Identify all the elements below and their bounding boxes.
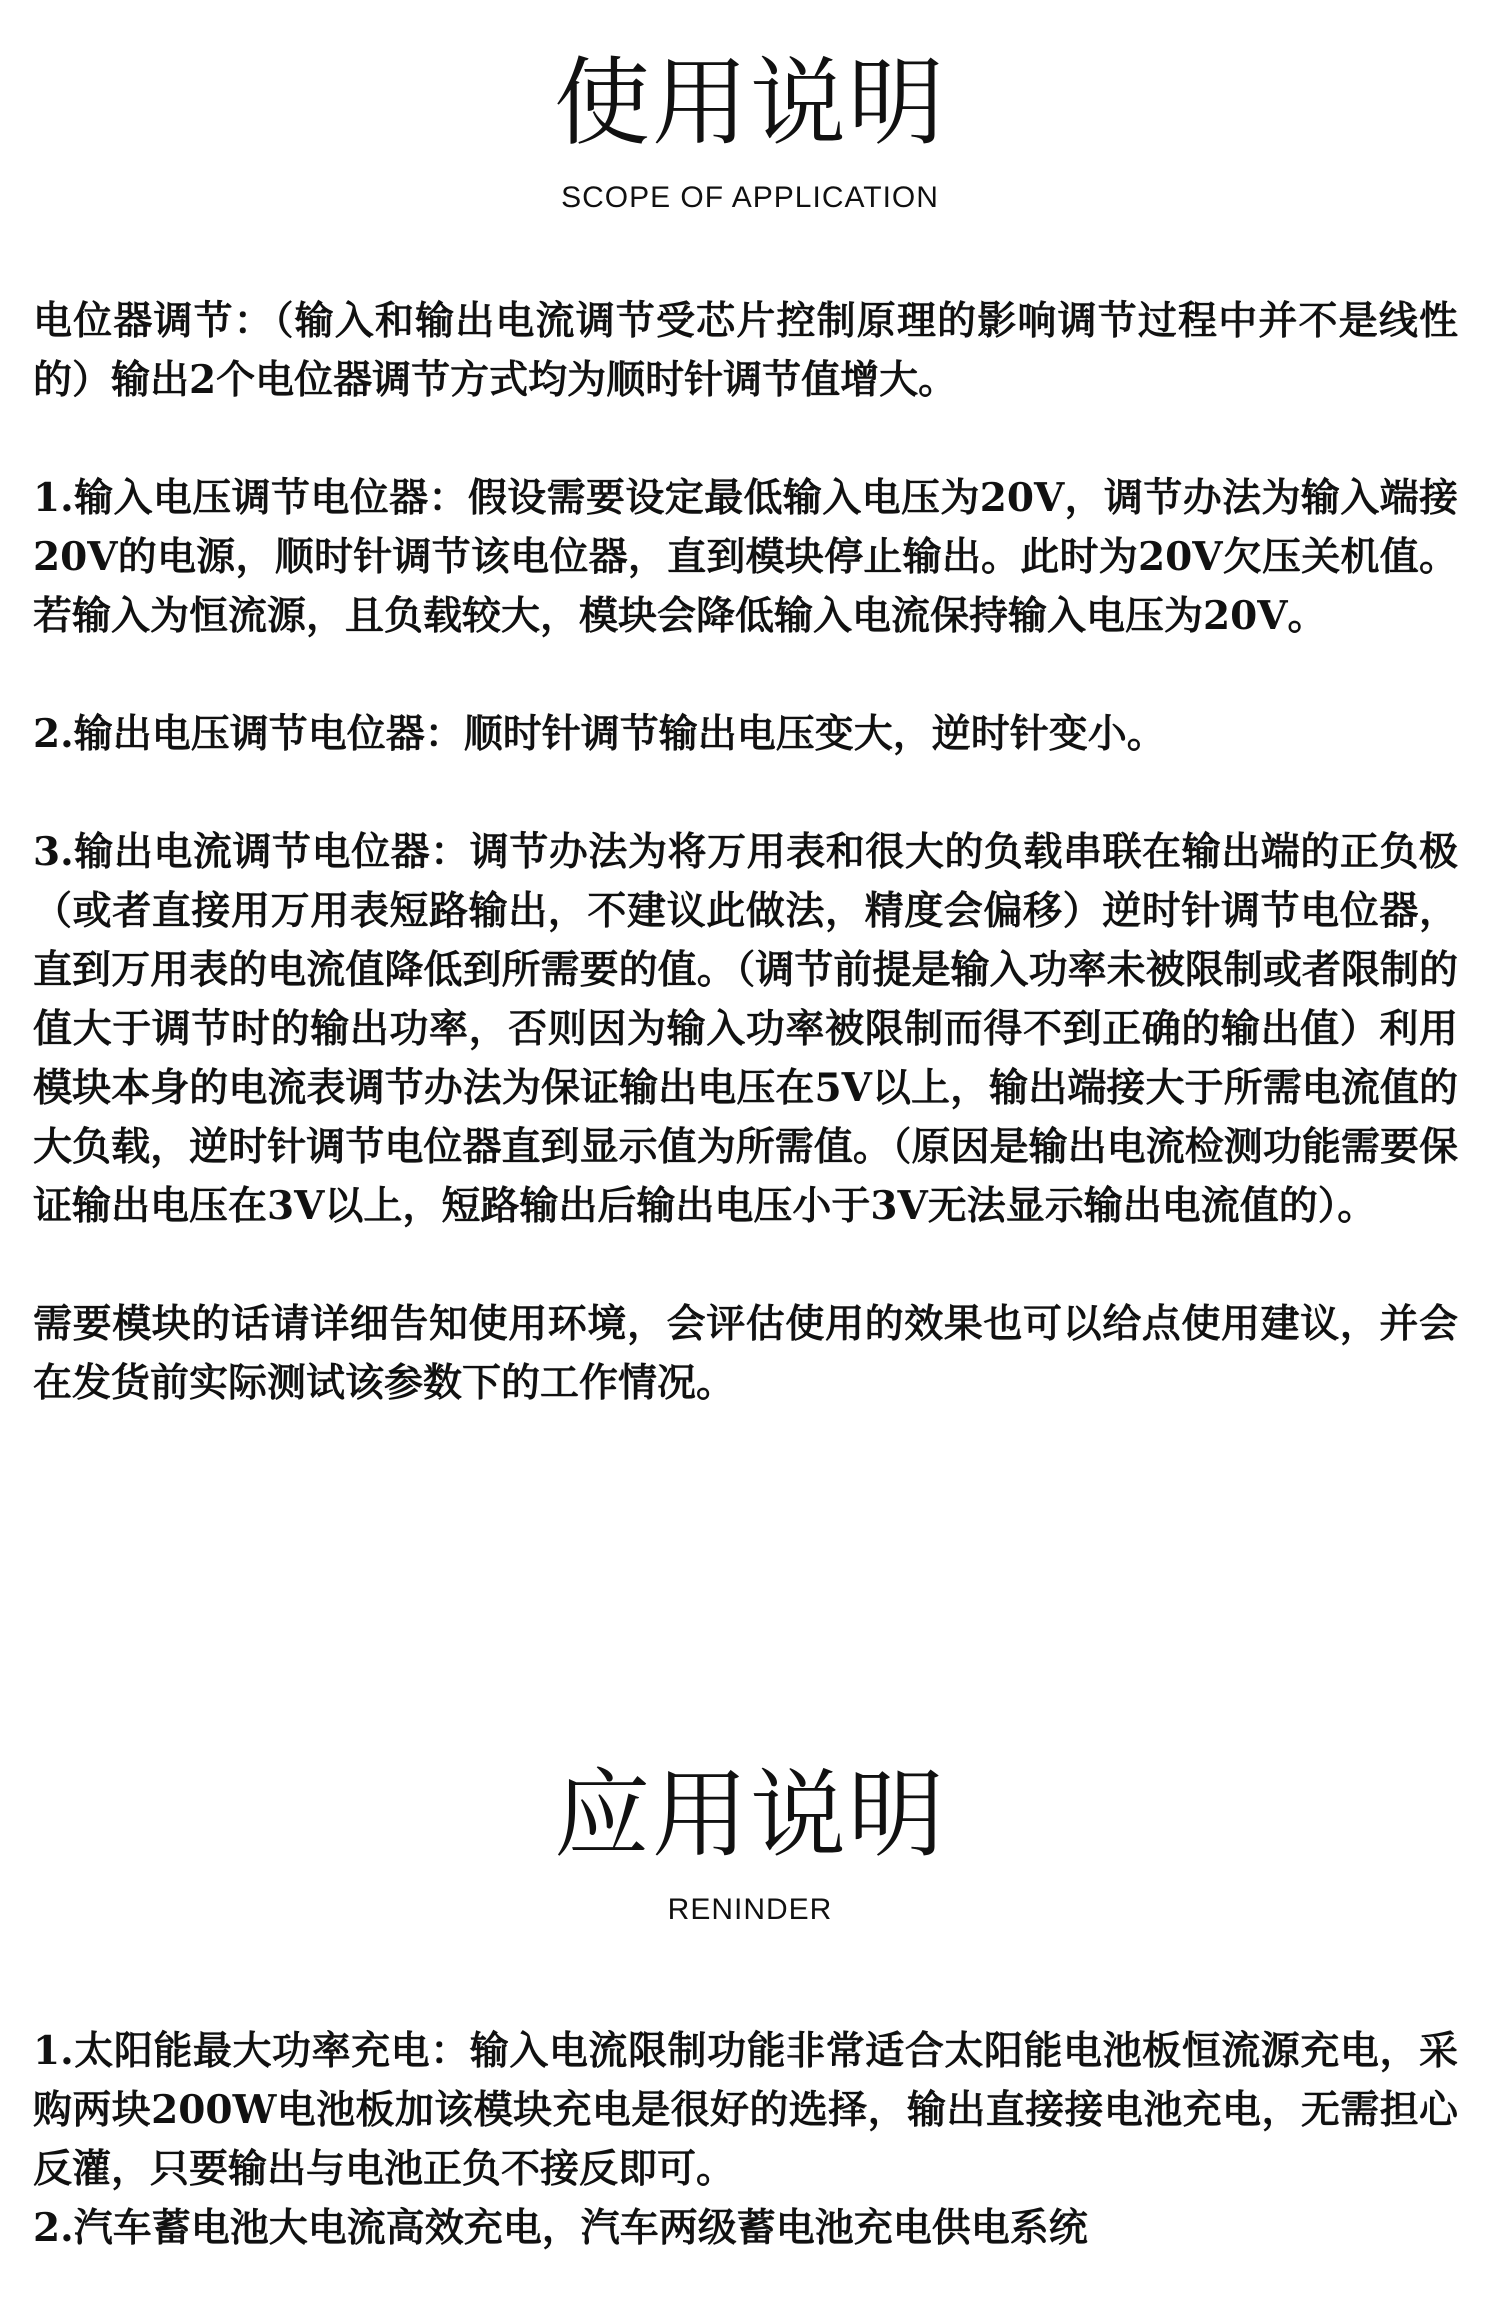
usage-heading bbox=[0, 48, 1500, 216]
application-subtitle: RENINDER bbox=[667, 1893, 833, 1926]
usage-subtitle: SCOPE OF APPLICATION bbox=[561, 181, 939, 214]
closing-paragraph: 需要模块的话请详细告知使用环境，会评估使用的效果也可以给点使用建议，并会在发货前实际测试该参数下的工作情况。 bbox=[33, 1301, 1458, 1406]
output-current-paragraph: 3.输出电流调节电位器：调节办法为将万用表和很大的负载串联在输出端的正负极（或者直接用万用表短路输出，不建议此做法，精度会偏移）逆时针调节电位器，直到万用表的电流值降低到所需要的值。（调节前提是输入功率未被限制或者限制的值大于调节时的输出功率，否则因为输入功率被限制而得不到正确的输出值）利用模块本身的电流表调节办法为保证输出电压在5V以上，输出端接大于所需电流值的大负载，逆时针调节电位器直到显示值为所需值。（原因是输出电流检测功能需要保证输出电压在3V以上，短路输出后输出电压小于3V无法显示输出电流值的）。 bbox=[33, 829, 1458, 1229]
input-voltage-paragraph: 1.输入电压调节电位器：假设需要设定最低输入电压为20V，调节办法为输入端接20V的电源，顺时针调节该电位器，直到模块停止输出。此时为20V欠压关机值。若输入为恒流源，且负载较大，模块会降低输入电流保持输入电压为20V。 bbox=[33, 475, 1458, 639]
application-title: 应用说明 bbox=[554, 1759, 946, 1871]
solar-charging-paragraph: 1.太阳能最大功率充电：输入电流限制功能非常适合太阳能电池板恒流源充电，采购两块200W电池板加该模块充电是很好的选择，输出直接接电池充电，无需担心反灌，只要输出与电池正负不接反即可。 bbox=[33, 2028, 1458, 2192]
usage-title: 使用说明 bbox=[554, 47, 946, 159]
car-battery-paragraph: 2.汽车蓄电池大电流高效充电，汽车两级蓄电池充电供电系统 bbox=[33, 2205, 1088, 2251]
output-voltage-paragraph: 2.输出电压调节电位器：顺时针调节输出电压变大，逆时针变小。 bbox=[33, 711, 1166, 757]
usage-body bbox=[33, 292, 1458, 1413]
potentiometer-intro-paragraph: 电位器调节：（输入和输出电流调节受芯片控制原理的影响调节过程中并不是线性的）输出2个电位器调节方式均为顺时针调节值增大。 bbox=[33, 298, 1458, 403]
application-body bbox=[33, 2022, 1458, 2258]
application-heading bbox=[0, 1760, 1500, 1928]
